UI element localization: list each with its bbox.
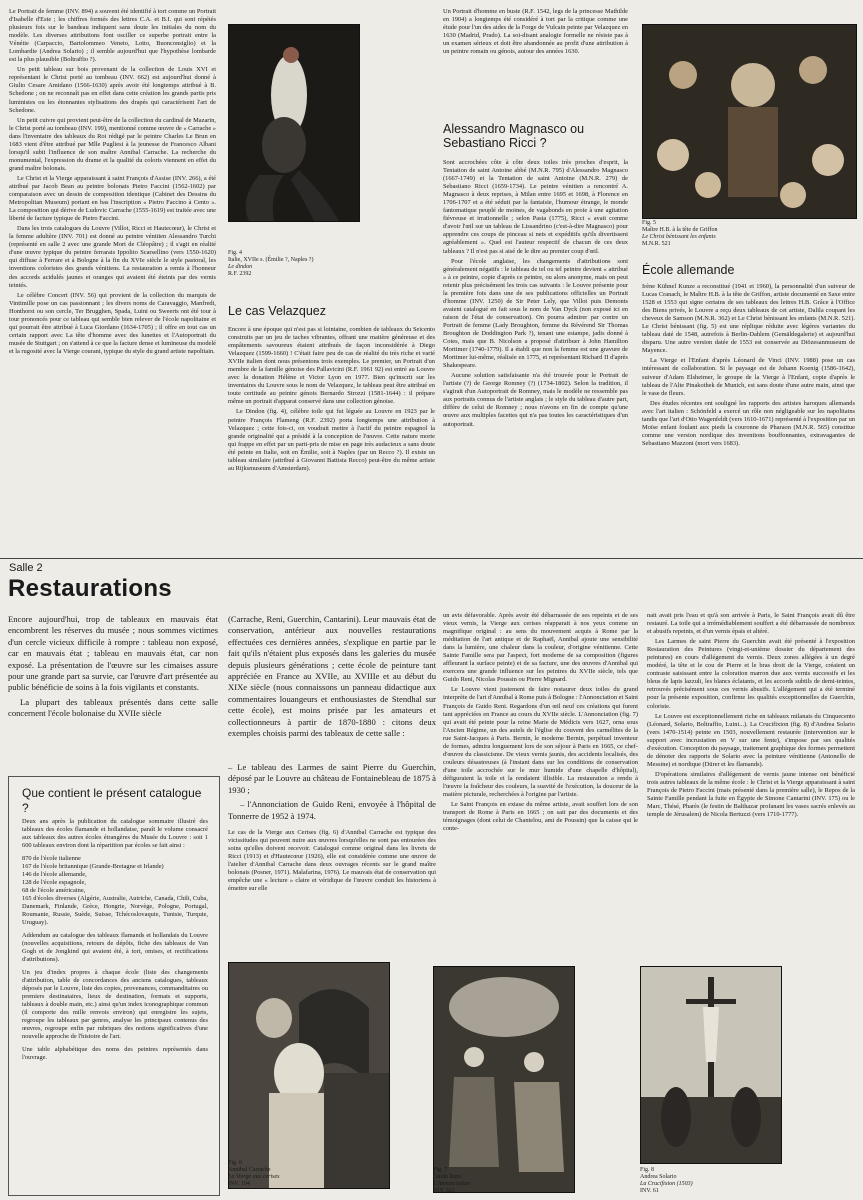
paragraph: D'opérations similaires d'allégement de vernis jaune intense ont bénéficié trois autres tableaux de la même école : le Christ et la Vierge apparaissant à saint François de Pietro Faccini (mais présenté dans la première salle), le Repos de la Sainte Famille pendant la fuite en Égypte de Simone Cantarini (INV. 175) ou le Marc, Thésé, Pharès (le festin de Balthazar profanant les vases sacrés enlevés au temple de Jérusalem) de Nicola Bertuzzi (vers 1710-1777). [647,770,855,819]
fig8-number: Fig. 8 [640,1167,655,1173]
salle-column-3 [443,612,638,947]
paragraph: Le Dindon (fig. 4), célèbre toile qui fut léguée au Louvre en 1923 par le peintre François Flameng (R.F. 2392) porta longtemps une attribution à Velazquez ; cette fois-ci, on voudrait mettre à l'actif du peintre espagnol la grande originalité qui a présidé à la conception de l'œuvre. Cette nature morte qui frappe en effet par un parti-pris de mise en page très audacieux a sans doute été peinte en Italie, soit en Émilie, soit à Naples (par un Recco ?). Il existe un tableau similaire (attribué à Giovanni Battista Recco) peut-être du même artiste au Rijksmuseum d'Amsterdam). [228,408,435,472]
salle-column-2-small [228,829,436,929]
turkey-painting-icon [229,25,359,221]
fig8-inv: INV. 61 [640,1188,659,1194]
paragraph: Les Larmes de saint Pierre du Guerchin avait été présenté à l'exposition Restauration des Peintures (vingt-et-unième dossier du département des peintures) en cours d'allégement du vernis. Deux zones allégées à un degré modéré, la tête et le cou de Pierre et le bras droit de la Vierge, créaient un contraste saisissant entre la coloration marron due aux vernis successifs et les bleus de lapis lazzuli, les blancs éclatants, et les accords subtils de demi-teintes, retrouvés précisément sous ces vernis abusifs. L'allégement qui a été terminé pour la présente exposition, confirme les qualités exceptionnelles de Guerchin, coloriste. [647,638,855,710]
paragraph: Un petit cuivre qui provient peut-être de la collection du cardinal de Mazarin, le Christ porté au tombeau (INV. 199), mentionné comme œuvre de « Carrache » dans l'inventaire des tableaux du Roi rédigé par le peintre Charles Le Brun en 1683 vient d'être attribué par Mlle Pugliesi à la jeunesse de Francesco Albani lorsqu'il subit l'influence de son maître Annibal Carrache. La recherche du monumental, l'expression du drame et la qualité du coloris viennent en effet du grand maître bolonais. [9,116,216,172]
fig7-caption [433,1167,573,1195]
paragraph: Le Christ et la Vierge apparaissant à saint François d'Assise (INV. 266), a été attribué par Jacob Bean au peintre bolonais Pietro Faccini (1562-1602) par comparaison avec un dessin de composition identique (Cabinet des Dessins du Metropolitan Museum) portant en bas l'inscription « Pietro Faccino à Cento ». La composition qui dérive de Ludovic Carrache (1555-1619) est traitée avec une liberté de facture typique de Pietro Faccini. [9,174,216,223]
paragraph: La plupart des tableaux présentés dans cette salle concernent l'école bolonaise du XVIIe siècle [8,696,218,719]
fig7-photo-annonciation [433,966,575,1193]
paragraph: Dans les trois catalogues du Louvre (Villot, Ricci et Hautecœur), le Christ et la femme adultère (INV. 701) est donné au peintre vénitien Alessandro Turchi (représenté en salle 2 avec une grande Mort de Cléopâtre) ; il s'agit en réalité d'une œuvre typique du peintre ferrarais Ippolito Scarsellino (vers 1550-1620) qui diffuse à Ferrare et à Bologne à la fin du XVIe siècle le style pastoral, les inventions coloristes des grands vénitiens. La restauration a remis à l'honneur des accords acidulés jaunes et oranges qui avaient été éteints par des vernis teintés. [9,225,216,289]
fig5-title: Le Christ bénissant les enfants [642,234,716,240]
fig8-title: La Crucifixion (1503) [640,1181,693,1187]
catalogue-addendum: Addendum au catalogue des tableaux flamands et hollandais du Louvre (nouvelles acquisitions, retours de dépôts, fiche des tableaux de Van Gogh et de Jongkind qui avaient été, à tort, omises, et rectifications d'attributions). [22,932,208,963]
paragraph: Encore aujourd'hui, trop de tableaux en mauvais état encombrent les réserves du musée ; nous sommes victimes d'un cercle vicieux difficile à rompre : tableau non exposé, car en mauvais état ; tableau en mauvais état, car non exposé. La présentation de l'œuvre sur les cimaises assure pour une grande part sa survie, car l'œuvre d'art présentée au public bénéficie de soins à la fois vigilants et constants. [8,614,218,693]
fig6-number: Fig. 6 [228,1160,243,1166]
page-title-restaurations: Restaurations [8,575,172,602]
paragraph: Sont accrochées côte à côte deux toiles très proches d'esprit, la Tentation de saint Antoine abbé (M.N.R. 795) d'Alessandro Magnasco (1667-1749) et la Tentation de saint Antoine (M.N.R. 279) de Sebastiano Ricci (1659-1734). Le peintre vénitien a rencontré A. Magnasco à deux reprises, à Milan entre 1695 et 1698, à Florence en 1706-1707 et a été séduit par la fantaisie, l'humour étrange, le monde fantomatique peuplé de moines, de vagabonds en proie à une agitation fiévreuse et irrationnelle ; selon Pasta (1775), Ricci « avait comme d'avoir l'œil sur un tableau de Lissandrino (c'est-à-dire Magnasco) pour apprendre ces coups de pinceau si nets et expéditifs qu'ils divertissent agréablement ». Quel est l'auteur respectif de chacun de ces deux tableaux ? Il n'est pas si aisé de le dire au premier coup d'œil. [443,159,628,255]
fig5-caption [642,220,855,248]
fig8-caption [640,1167,780,1195]
fig7-title: L'Annonciation [433,1181,470,1187]
paragraph: – l'Annonciation de Guido Reni, envoyée à l'hôpital de Tonnerre de 1952 à 1974. [228,799,436,821]
catalogue-index: Un jeu d'index propres à chaque école (liste des changements d'attribution, table de concordances des anciens catalogues, tableaux déposés par le Louvre, liste des copies, provenances, commanditaires ou premiers destinataires, lieux de destination, formats et supports, tableaux à double main, etc.) ainsi qu'un index iconographique commun (il comporte des mille renvois environ) qui enregistre les sujets, regroupe les tableaux par genres, analyse les principaux contenus des œuvres, regroupe enfin par rubriques des notions significatives d'une nouvelle approche de l'histoire de l'art. [22,969,208,1040]
paragraph: nait avait pris l'eau et qu'à son arrivée à Paris, le Saint François avait dû être restauré. La toile qui a irrémédiablement souffert a été débarrassée de nombreux et abusifs repeints, et d'un vernis épais et altéré. [647,612,855,636]
section-title-magnasco-ricci: Alessandro Magnasco ou Sebastiano Ricci ? [443,122,585,150]
fig4-number: Fig. 4 [228,250,243,256]
fig6-artist: Annibal Carrache [228,1167,271,1173]
paragraph: un avis défavorable. Après avoir été débarrassée de ses repeints et de ses vieux vernis, la Vierge aux cerises réapparait à nos yeux comme un magnifique original : au sens du mouvement acquis à Rome par la méditation de l'art antique et de Raphaël, Annibal ajoute une sensibilité dans la lumière, une chaleur dans la couleur, d'origine vénitienne. Cette Sainte Famille sera par l'aspect, fort moderne de sa composition (figures affleurant la surface peinte) et de sa facture, une des œuvres d'Annibal qui exercera une grande influence sur les peintres du XVIIe siècle, tels que Guido Reni, Nicolas Poussin ou Pierre Mignard. [443,612,638,684]
catalogue-line: 167 de l'école britannique (Grande-Bretagne et Irlande) [22,863,164,870]
fig8-artist: Andrea Solario [640,1174,677,1180]
salle-lead-column-1 [8,614,218,756]
fig6-photo-vierge-aux-cerises [228,962,390,1189]
catalogue-line: 128 de l'école espagnole, [22,879,86,886]
fig6-caption [228,1160,388,1188]
fig7-inv: INV. 521 [433,1188,455,1194]
fig4-school: Italie, XVIIe s. (Émilie ?, Naples ?) [228,257,314,263]
catalogue-box-body [22,818,208,1192]
madonna-cherries-painting-icon [229,963,389,1188]
paragraph: Pour l'école anglaise, les changements d'attributions sont généralement négatifs : le tableau de tel ou tel peintre devient « attribué » à ce peintre, copie d'après ce peintre, ou alors anonyme, mais on peut retenir plus précisément les trois cas suivants : le Louvre présente pour la première fois dans une de ses publications officielles un Portrait d'homme (INV. 1250) de Sir Peter Lely, que Villot puis Demonts avaient catalogué en fait sous le nom de Van Dyck (non exposé ici en raison de l'état de conservation). On pourra admirer par contre un Portrait de femme (Lady Broughton, femme du Révérend Sir Thomas Broughton de Doddington Park ?), tenant une estampe, jadis donné à Cotes, mais que B. Nicolson a proposé d'attribuer à John Hamilton Mortimer (1740-1779). Il a établi que non la femme est une gravure de Mortimer lui-même, réalisée en 1775, et représentant Richard II d'après Shakespeare. [443,257,628,370]
fig5-artist: Maître H.B. à la tête de Griffon [642,227,718,233]
paragraph: La Vierge et l'Enfant d'après Léonard de Vinci (INV. 1988) pose un cas intéressant de collaboration. Si le paysage est de Johann Koenig (1586-1642), suiveur d'Adam Elsheimer, le groupe de la Vierge à l'Enfant, copie d'après le tableau de l'Alte Pinakothek de Munich, est sans doute d'une autre main, ainsi que le vase de fleurs. [642,357,855,397]
fig4-title: Le dindon [228,264,253,270]
catalogue-line: 870 de l'école italienne [22,855,81,862]
section-title-velazquez: Le cas Velazquez [228,304,326,318]
fig5-number: Fig. 5 [642,220,657,226]
fig5-inv: M.N.R. 521 [642,241,671,247]
top-column-3b [443,159,628,543]
salle-bullets [228,762,436,822]
catalogue-table: Une table alphabétique des noms des peintres représentés dans l'ouvrage. [22,1046,208,1061]
fig4-caption [228,250,358,278]
catalogue-line: 165 d'écoles diverses (Algérie, Australie, Autriche, Canada, Chili, Cuba, Danemark, Finlande, Grèce, Hongrie, Norvège, Pologne, Portugal, Roumanie, Russie, Suède, Suisse, Tchécoslovaquie, Tunisie, Turquie, Uruguay). [22,895,208,926]
paragraph: Aucune solution satisfaisante n'a été trouvée pour le Portrait de l'artiste (?) de George Romney (?) (1734-1802). Selon la tradition, il s'agirait d'un Autoportrait de Romney, mais le modèle ne ressemble pas aux portraits connus de l'artiste anglais ; le style du tableau d'autre part, diffère de celui de Romney ; nous n'avons en fin de compte qu'une œuvre aux multiples facettes qui n'a pas toutes les caractéristiques d'un autoportrait. [443,372,628,428]
fig6-title: La Vierge aux cerises [228,1174,280,1180]
top-column-4 [642,283,855,543]
fig7-number: Fig. 7 [433,1167,448,1173]
paragraph: Le Portrait de femme (INV. 894) a souvent été identifié à tort comme un Portrait d'Isabelle d'Este ; les chiffres formés des lettres C.A. et B.I. qui sont répétés plusieurs fois sur le bandeau indiquent sans doute les initiales du nom du modèle. Les diverses attributions font osciller ce superbe portrait entre la Vénétie (Carpaccio, Bartolommeo Veneto, Lotto, Buonconsiglio) et la Lombardie (Andrea Solario) ; il semble aujourd'hui que l'hypothèse lombarde est la plus plausible (Boltraffio ?). [9,8,216,64]
paragraph: Le célèbre Concert (INV. 56) qui provient de la collection du marquis de Vintimille pose un cas passionnant ; les divers noms de Caravaggio, Manfredi, Honthorst ou son cercle, Ter Brugghen, Spada, Luini ou Sweerts ont été tour à tour prononcés pour ce tableau qui semble bien relever de l'école napolitaine et qui pourrait être attribué à Luca Giordano (1634-1705) ; il offre en tout cas un certain rapport avec La tête d'homme avec des lunettes et l'Autoportrait du musée de Stuttgart ; on s'attend à ce que la facture dense et lumineuse du modelé et la rugosité avec la Vierge courant, typique du style du grand artiste napolitain. [9,291,216,355]
paragraph: Un Portrait d'homme en buste (R.F. 1542, legs de la princesse Mathilde en 1904) a longtemps été considéré à tort par la critique comme une étude pour l'un des aides de la Forge de Vulcain peinte par Velazquez en 1630 (Madrid, Prado). La soi-disant analogie formelle ne résiste pas à un examen sérieux et doit être abandonnée au profit d'une attribution à un peintre romain ou génois, autour des années 1630. [443,8,628,56]
crucifixion-painting-icon [641,967,781,1163]
fig4-photo-le-dindon [228,24,360,222]
paragraph: Un petit tableau sur bois provenant de la collection de Louis XVI et représentant le Christ porté au tombeau (INV. 662) est aujourd'hui donné à Giulio Cesare Amidano (1566-1630) après avoir été longtemps attribué à B. Schedone ; on ne reconnaît pas en effet dans cette création les grands partis pris luministes ou les étonnantes stylisations des drapés qui caractérisent l'art de Schedone. [9,66,216,114]
top-column-1 [9,8,216,543]
top-column-3a [443,8,628,96]
paragraph: Irène Kühnel Kunze a reconstitué (1941 et 1960), la personnalité d'un suiveur de Lucas Cranach, le Maître H.B. à la tête de Griffon, artiste documenté en Saxe entre 1528 et 1553 qui signe certains de ses tableaux des lettres H.B. Grâce à l'Office des Biens privés, le Louvre a reçu deux tableaux de cet artiste, Dalila coupant les cheveux de Samson (M.N.R. 362) et Le Christ bénissant les enfants (M.N.R. 521). Le Christ bénissant (fig. 5) est une réplique réduite avec légères variantes du tableau daté de 1548, autrefois à Berlin-Dahlem (Gemäldegalerie) et aujourd'hui disparu. Une autre version datée de 1553 est conservée au Diözesanmuseum de Mayence. [642,283,855,355]
fig7-artist: Guido Reni [433,1174,461,1180]
catalogue-lines [22,855,208,927]
annunciation-painting-icon [434,967,574,1192]
section-divider [0,558,863,559]
paragraph: Le cas de la Vierge aux Cerises (fig. 6) d'Annibal Carrache est typique des vicissitudes qui peuvent nuire aux œuvres lorsqu'elles ne sont pas entourées des soins qu'elles doivent recevoir. Catalogué comme original dans les livrets de Ricci (1913) et d'Hautecœur (1926), elle est considérée comme une œuvre de l'atelier d'Annibal Carrache dans deux ouvrages récents sur le grand maître bolonais (Posner, 1971). Malafarina, 1976). Le mauvais état de conservation qui empêche une « lecture » claire et véridique de l'œuvre conduit les historiens à émettre sur elle [228,829,436,893]
paragraph: Le Louvre est exceptionnellement riche en tableaux milanais du Cinquecento (Léonard, Solario, Boltraffio, Luini...). La Crucifixion (fig. 8) d'Andrea Solario (vers 1470-1514) peinte en 1503, nouvellement restaurée (intervention sur le support avec incrustation en V sur une fente), s'impose par ses qualités d'exécution. Conception du paysage, traitement graphique des formes permettent de dénoter des rapports de Solario avec la peinture vénitienne (Antonello de Messine) et nordique (Dürer et les flamands). [647,712,855,768]
christ-blessing-painting-icon [643,25,856,218]
paragraph: Le Louvre vient justement de faire restaurer deux toiles du grand interprète de l'art d'Annibal à Rome puis à Bologne : l'Annonciation et Saint François de Guido Reni. Regardons d'un œil neuf ces créations qui furent tant appréciées en France au cours du XVIIe siècle. L'Annonciation (fig. 7) qui avait été peinte pour la reine Marie de Médicis vers 1627, orna sous l'Ancien Régime, un des autels de l'église du couvent des carmélites de la rue Saint-Jacques à Paris. Bernin, le moderne Bernin, perpétuel inventeur de formes, admira longuement lors de son séjour à Paris en 1665, ce chef-d'œuvre du classicisme. De vieux vernis jaunis, des accidents localisés, des couleurs désastreuses (à l'instant dans sur les conditions de conservation d'une toile accrochée sur le mur humide d'une chapelle d'hôpital), défiguraient la toile et la rendaient illisible. La restauration a rendu à l'œuvre la fraîcheur des couleurs, la suavité de l'exécution, la douceur de la matière picturale, recherchées à l'origine par l'artiste. [443,686,638,799]
fig6-inv: INV. 194 [228,1181,250,1187]
salle-lead-column-2 [228,614,436,756]
fig5-photo-christ-benissant [642,24,857,219]
salle-label: Salle 2 [9,562,43,574]
catalogue-line: 68 de l'école américaine, [22,887,86,894]
catalogue-line: 146 de l'école allemande, [22,871,87,878]
catalogue-box-title: Que contient le présent catalogue ? [22,786,202,815]
catalogue-intro: Deux ans après la publication du catalogue sommaire illustré des tableaux des écoles flamande et hollandaise, paraît le volume consacré aux tableaux des autres écoles étrangères du Musée du Louvre : soit 1 600 tableaux environ dont la répartition par écoles se fait ainsi : [22,818,208,849]
paragraph: Des études récentes ont souligné les rapports des artistes haroques allemands avec l'art italien : Schönfeld a exercé un rôle non négligeable sur les napolitains tandis que l'art d'Otto Wagenfeldt (vers 1610-1671) représenté à l'exposition par un Moïse enfant foulant aux pieds la couronne de Pharaon (M.N.R. 565) constitue comme une version nordique des inventions bouffonnantes, extravagantes de Sebastiano Mazzoni (mort vers 1683). [642,399,855,447]
fig8-photo-crucifixion [640,966,782,1164]
paragraph: Le Saint François en extase du même artiste, avait souffert lors de son transport de Rome à Paris en 1665 ; on sait par des documents et des témoignages (dont celui de Chantelou, ami de Poussin) que la caisse qui le conte- [443,801,638,833]
salle-column-4 [647,612,855,947]
paragraph: (Carrache, Reni, Guerchin, Cantarini). Leur mauvais état de conservation, antérieur aux nouvelles restaurations effectuées ces dernières années, s'explique en partie par le fait qu'ils n'étaient plus exposés dans les galeries du musée depuis plusieurs générations ; cette école de peinture tant appréciée en France au XVIIe, au XVIIIe et au début du XIXe siècle (nous connaissons un panneau didactique aux commentaires louangeurs et enthousiastes de Stendhal sur cette école), est moins prisée par les amateurs et collectionneurs à partir de 1870-1880 : citons deux exemples choisis parmi des tableaux de cette salle : [228,614,436,739]
fig4-inv: R.F. 2392 [228,271,252,277]
top-column-2 [228,326,435,543]
paragraph: – Le tableau des Larmes de saint Pierre du Guerchin, déposé par le Louvre au château de Fontainebleau de 1875 à 1930 ; [228,762,436,795]
section-title-ecole-allemande: École allemande [642,263,735,277]
paragraph: Encore à une époque qui n'est pas si lointaine, combien de tableaux du Seicento construits par un jeu de taches vibrantes, offrant une matière généreuse et des empâtements savoureux étaient attribués de façon inconsidérée à Diego Velazquez (1599-1660) ! C'était faire peu de cas de réalité du très riche et varié XVIIe italien dont nous présentons trois exemples. Le premier, un Portrait d'un membre de la famille génoise des Pallavicini (R.F. 1961 92) est entré au Louvre avec la donation Hélène et Victor Lyon en 1977. Bien qu'inscrit sur les inventaires du Louvre sous le nom de Velazquez, le tableau peut être attribué en toute certitude au peintre génois Bernardo Strozzi (1581-1644) : il prépare même un portrait d'apparat conservé dans une collection génoise. [228,326,435,406]
